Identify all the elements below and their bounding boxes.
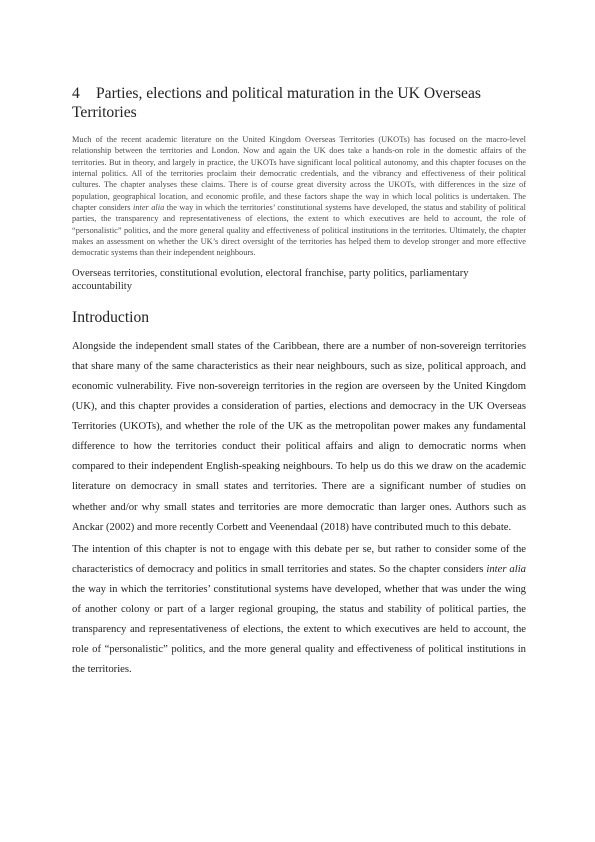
- section-heading-introduction: Introduction: [72, 308, 150, 326]
- abstract-text-part2: the way in which the territories’ constitutional systems have developed, the status and stability of political parties, the transparency and representativeness of elections, the extent to which executives are held to account, the role of “personalistic” politics, and the more general quality and effectiveness of political institutions in the territories. Ultimately, the chapter makes an assessment on whether the UK’s direct oversight of the territories has helped them to develop stronger and more effective democratic systems than their independent neighbours.: [72, 203, 527, 258]
- intro-paragraph-1: Alongside the independent small states of the Caribbean, there are a number of non-sovereign territories that share many of the same characteristics as their near neighbours, such as size, political approach, and economic vulnerability. Five non-sovereign territories in the region are overseen by the United Kingdom (UK), and this chapter provides a consideration of parties, elections and democracy in the UK Overseas Territories (UKOTs), and whether the role of the UK as the metropolitan power makes any fundamental difference to how the territories conduct their political affairs and align to democratic norms when compared to their independent English-speaking neighbours. To help us do this we draw on the academic literature on democracy in small states and territories. There are a significant number of studies on whether and/or why small states and territories are more democratic than larger ones. Authors such as Anckar (2002) and more recently Corbett and Veenendaal (2018) have contributed much to this debate.: [72, 340, 526, 533]
- abstract-italic-phrase: inter alia: [133, 203, 165, 213]
- intro-paragraph-2-italic-phrase: inter alia: [486, 563, 526, 575]
- chapter-title: [72, 84, 526, 122]
- abstract: [72, 134, 526, 259]
- intro-paragraph-2-part2: the way in which the territories’ constitutional systems have developed, whether that was under the wing of another colony or part of a larger regional grouping, the status and stability of political parties, the transparency and representativeness of elections, the extent to which executives are held to account, the role of “personalistic” politics, and the more general quality and effectiveness of political institutions in the territories.: [72, 583, 526, 676]
- chapter-title-text: Parties, elections and political maturation in the UK Overseas Territories: [72, 85, 481, 121]
- intro-paragraph-2-part1: The intention of this chapter is not to engage with this debate per se, but rather to consider some of the characteristics of democracy and politics in small territories and states. So the chapter considers: [72, 543, 526, 575]
- intro-paragraph-2: [72, 540, 526, 681]
- page-content: [72, 84, 526, 680]
- abstract-text-part1: Much of the recent academic literature on the United Kingdom Overseas Territories (UKOTs) has focused on the macro-level relationship between the territories and London. Now and again the UK does take a hands-on role in the domestic affairs of the territories. But in theory, and largely in practice, the UKOTs have significant local political autonomy, and this chapter focuses on the internal politics. All of the territories proclaim their democratic credentials, and the vibrancy and effectiveness of their political cultures. The chapter analyses these claims. There is of course great diversity across the UKOTs, with differences in the size of population, geographical location, and economic profile, and these factors shape the way in which local politics is undertaken. The chapter considers: [72, 135, 526, 213]
- chapter-number: 4: [72, 85, 80, 102]
- keywords: Overseas territories, constitutional evolution, electoral franchise, party politics, parliamentary accountability: [72, 267, 469, 292]
